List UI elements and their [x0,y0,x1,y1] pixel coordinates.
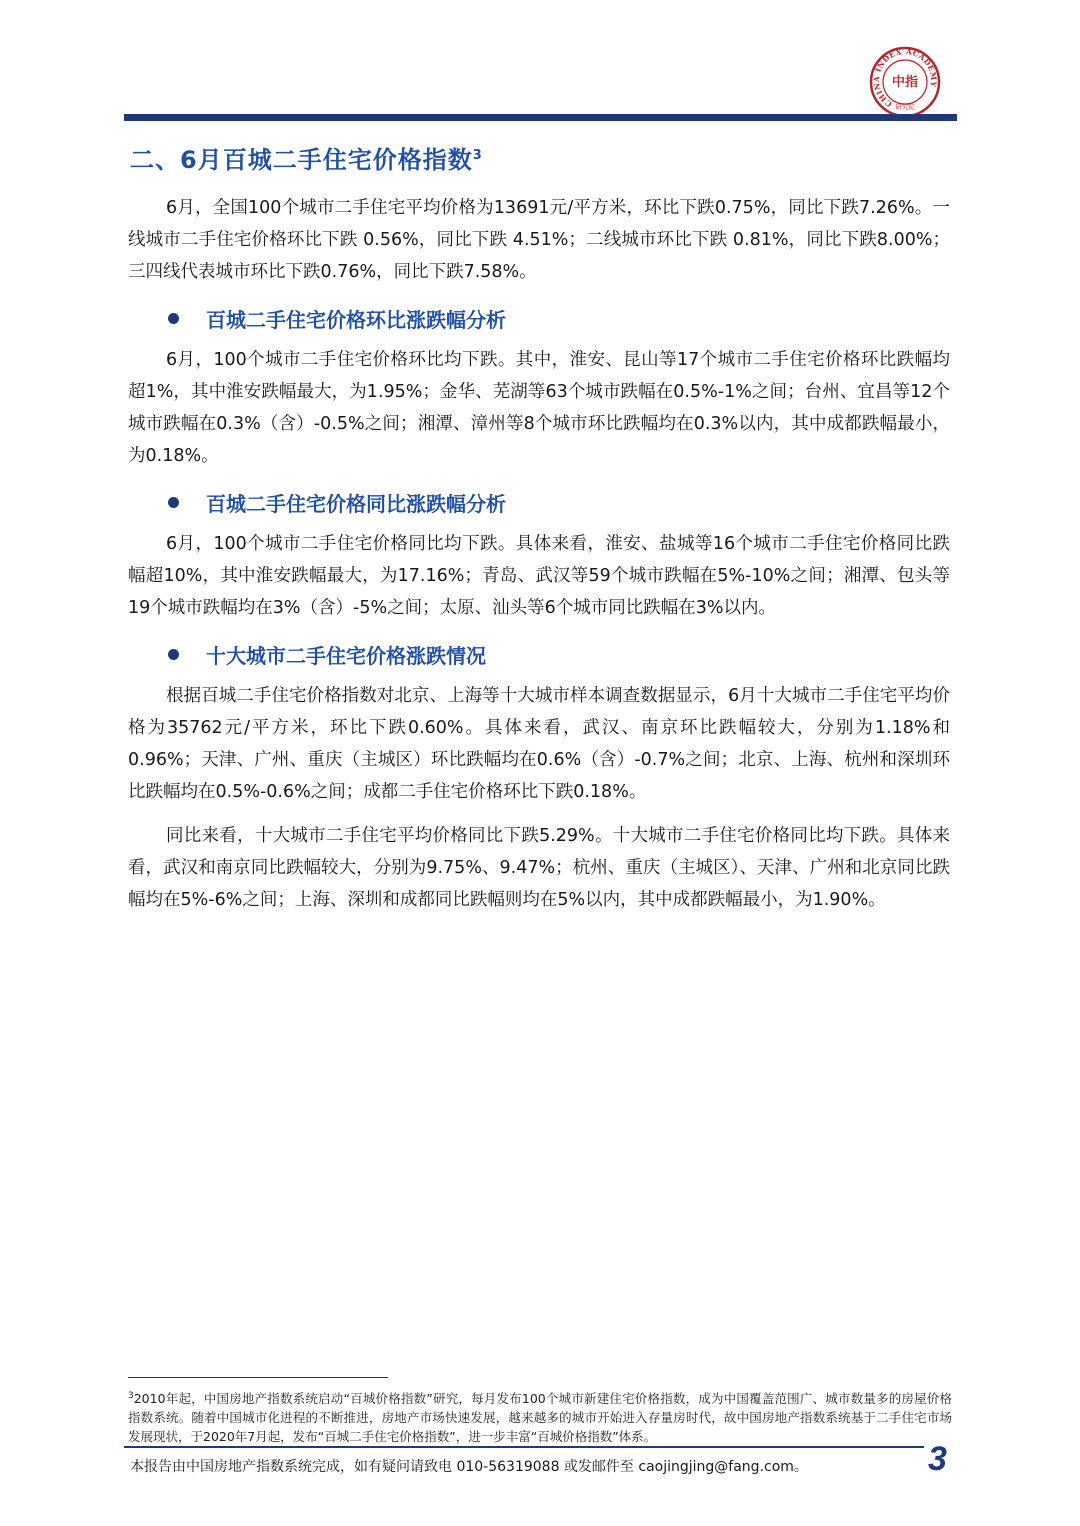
footnote [128,1387,952,1446]
section-title [130,140,483,175]
yoy-paragraph: 6月，100个城市二手住宅价格同比均下跌。具体来看，淮安、盐城等16个城市二手住宅价格同比跌幅超10%，其中淮安跌幅最大，为17.16%；青岛、武汉等59个城市跌幅在5%-10%之间；湘潭、包头等19个城市跌幅均在3%（含）-5%之间；太原、汕头等6个城市同比跌幅在3%以内。 [128,534,950,618]
top10-yoy-paragraph: 同比来看，十大城市二手住宅平均价格同比下跌5.29%。十大城市二手住宅价格同比均下跌。具体来看，武汉和南京同比跌幅较大，分别为9.75%、9.47%；杭州、重庆（主城区）、天津、广州和北京同比跌幅均在5%-6%之间；上海、深圳和成都同比跌幅则均在5%以内，其中成都跌幅最小，为1.90%。 [128,826,950,910]
china-index-academy-logo [864,46,946,118]
heading-yoy-analysis [168,488,506,517]
footer-contact: 本报告由中国房地产指数系统完成，如有疑问请致电 010-56319088 或发邮件至 caojingjing@fang.com。 [130,1459,808,1475]
heading-yoy-text: 百城二手住宅价格同比涨跌幅分析 [206,492,506,516]
footnote-reference: 3 [472,148,483,163]
mom-paragraph: 6月，100个城市二手住宅价格环比均下跌。其中，淮安、昆山等17个城市二手住宅价格环比跌幅均超1%，其中淮安跌幅最大，为1.95%；金华、芜湖等63个城市跌幅在0.5%-1%之间；台州、宜昌等12个城市跌幅在0.3%（含）-0.5%之间；湘潭、漳州等8个城市环比跌幅均在0.3%以内，其中成都跌幅最小，为0.18%。 [128,350,950,466]
footer-divider [124,1446,924,1448]
header-divider [124,114,957,121]
footnote-mark: 3 [128,1391,134,1401]
logo-center-text: 中指 [891,75,919,90]
intro-paragraph: 6月，全国100个城市二手住宅平均价格为13691元/平方米，环比下跌0.75%，同比下跌7.26%。一线城市二手住宅价格环比下跌 0.56%，同比下跌 4.51%；二线城市环比下跌 0.81%，同比下跌8.00%；三四线代表城市环比下跌0.76%，同比下跌7.58%。 [128,198,950,282]
bullet-dot-icon [168,649,179,660]
bullet-dot-icon [168,497,179,508]
section-title-text: 二、6月百城二手住宅价格指数 [130,146,473,174]
top10-mom-paragraph: 根据百城二手住宅价格指数对北京、上海等十大城市样本调查数据显示，6月十大城市二手住宅平均价格为35762元/平方米，环比下跌0.60%。具体来看，武汉、南京环比跌幅较大，分别为1.18%和0.96%；天津、广州、重庆（主城区）环比跌幅均在0.6%（含）-0.7%之间；北京、上海、杭州和深圳环比跌幅均在0.5%-0.6%之间；成都二手住宅价格环比下跌0.18%。 [128,686,950,802]
footnote-text: 2010年起，中国房地产指数系统启动“百城价格指数”研究，每月发布100个城市新建住宅价格指数，成为中国覆盖范围广、城市数量多的房屋价格指数系统。随着中国城市化进程的不断推进，房地产市场快速发展，越来越多的城市开始进入存量房时代，故中国房地产指数系统基于二手住宅市场发展现状，于2020年7月起，发布“百城二手住宅价格指数”，进一步丰富“百城价格指数”体系。 [128,1391,952,1445]
logo-bottom-text: 研究院 [895,103,915,111]
page-number: 3 [928,1440,947,1478]
heading-top10-text: 十大城市二手住宅价格涨跌情况 [206,644,486,668]
heading-mom-analysis [168,304,506,333]
footnote-divider [128,1377,388,1378]
heading-top10-cities [168,640,486,669]
bullet-dot-icon [168,313,179,324]
logo-ring-text: CHINA INDEX ACADEMY [871,46,939,109]
logo-seal-icon [864,46,946,118]
heading-mom-text: 百城二手住宅价格环比涨跌幅分析 [206,308,506,332]
